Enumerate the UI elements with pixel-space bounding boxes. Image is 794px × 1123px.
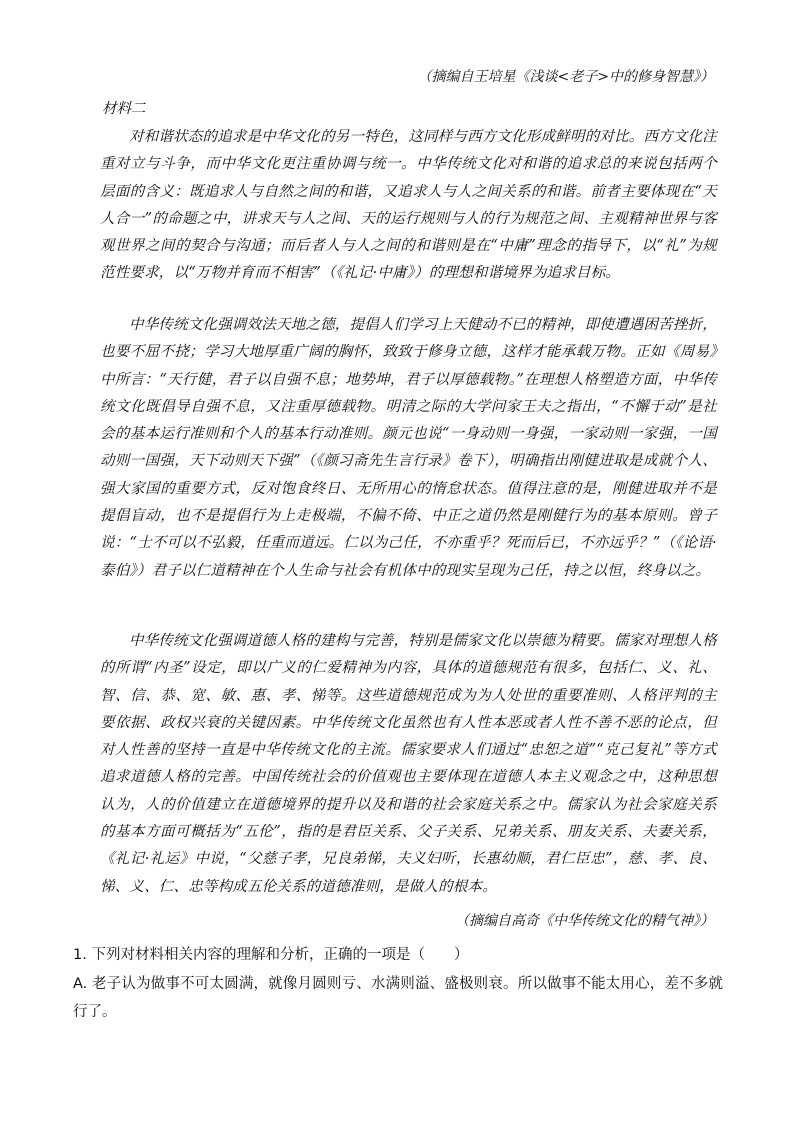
question-stem: 1. 下列对材料相关内容的理解和分析，正确的一项是（ ） bbox=[73, 947, 469, 963]
material-heading: 材料二 bbox=[102, 101, 146, 117]
paragraph-strength: 中华传统文化强调效法天地之德，提倡人们学习上天健动不已的精神，即使遭遇困苦挫折，也要不屈不挠；学习大地厚重广阔的胸怀，致致于修身立德，这样才能承载万物。正如《周易》中所言：“天行健，君子以自强不息；地势坤，君子以厚德载物。”在理想人格塑造方面，中华传统文化既倡导自强不息，又注重厚德载物。明清之际的大学问家王夫之指出，“不懈于动”是社会的基本运行准则和个人的基本行动准则。颜元也说“一身动则一身强，一家动则一家强，一国动则一国强，天下动则天下强”（《颜习斋先生言行录》卷下），明确指出刚健进取是成就个人、强大家国的重要方式，反对饱食终日、无所用心的惰怠状态。值得注意的是，刚健进取并不是提倡盲动，也不是提倡行为上走极端，不偏不倚、中正之道仍然是刚健行为的基本原则。曾子说：“士不可以不弘毅，任重而道远。仁以为己任，不亦重乎？死而后已，不亦远乎？”（《论语·泰伯》）君子以仁道精神在个人生命与社会有机体中的现实呈现为己任，持之以恒，终身以之。 bbox=[100, 317, 717, 579]
question-option-a: A. 老子认为做事不可太圆满，就像月圆则亏、水满则溢、盛极则衰。所以做事不能太用心，差不多就行了。 bbox=[73, 976, 723, 1020]
top-source-citation: （摘编自王培星《浅谈<老子>中的修身智慧》） bbox=[417, 69, 714, 85]
paragraph-morality: 中华传统文化强调道德人格的建构与完善，特别是儒家文化以崇德为精要。儒家对理想人格的所谓“内圣”设定，即以广义的仁爱精神为内容，具体的道德规范有很多，包括仁、义、礼、智、信、恭、宽、敏、惠、孝、悌等。这些道德规范成为为人处世的重要准则、人格评判的主要依据、政权兴衰的关键因素。中华传统文化虽然也有人性本恶或者人性不善不恶的论点，但对人性善的坚持一直是中华传统文化的主流。儒家要求人们通过“忠恕之道”“克己复礼”等方式追求道德人格的完善。中国传统社会的价值观也主要体现在道德人本主义观念之中，这种思想认为，人的价值建立在道德境界的提升以及和谐的社会家庭关系之中。儒家认为社会家庭关系的基本方面可概括为“五伦”，指的是君臣关系、父子关系、兄弟关系、朋友关系、夫妻关系，《礼记·礼运》中说，“父慈子孝，兄良弟悌，夫义妇听，长惠幼顺，君仁臣忠”，慈、孝、良、悌、义、仁、忠等构成五伦关系的道德准则，是做人的根本。 bbox=[100, 633, 717, 895]
paragraph-harmony: 对和谐状态的追求是中华文化的另一特色，这同样与西方文化形成鲜明的对比。西方文化注重对立与斗争，而中华文化更注重协调与统一。中华传统文化对和谐的追求总的来说包括两个层面的含义：既追求人与自然之间的和谐，又追求人与人之间关系的和谐。前者主要体现在“天人合一”的命题之中，讲求天与人之间、天的运行规则与人的行为规范之间、主观精神世界与客观世界之间的契合与沟通；而后者人与人之间的和谐则是在“中庸”理念的指导下，以“礼”为规范性要求，以“万物并育而不相害”（《礼记·中庸》）的理想和谐境界为追求目标。 bbox=[100, 129, 717, 282]
bottom-source-citation: （摘编自高奇《中华传统文化的精气神》） bbox=[455, 913, 714, 929]
